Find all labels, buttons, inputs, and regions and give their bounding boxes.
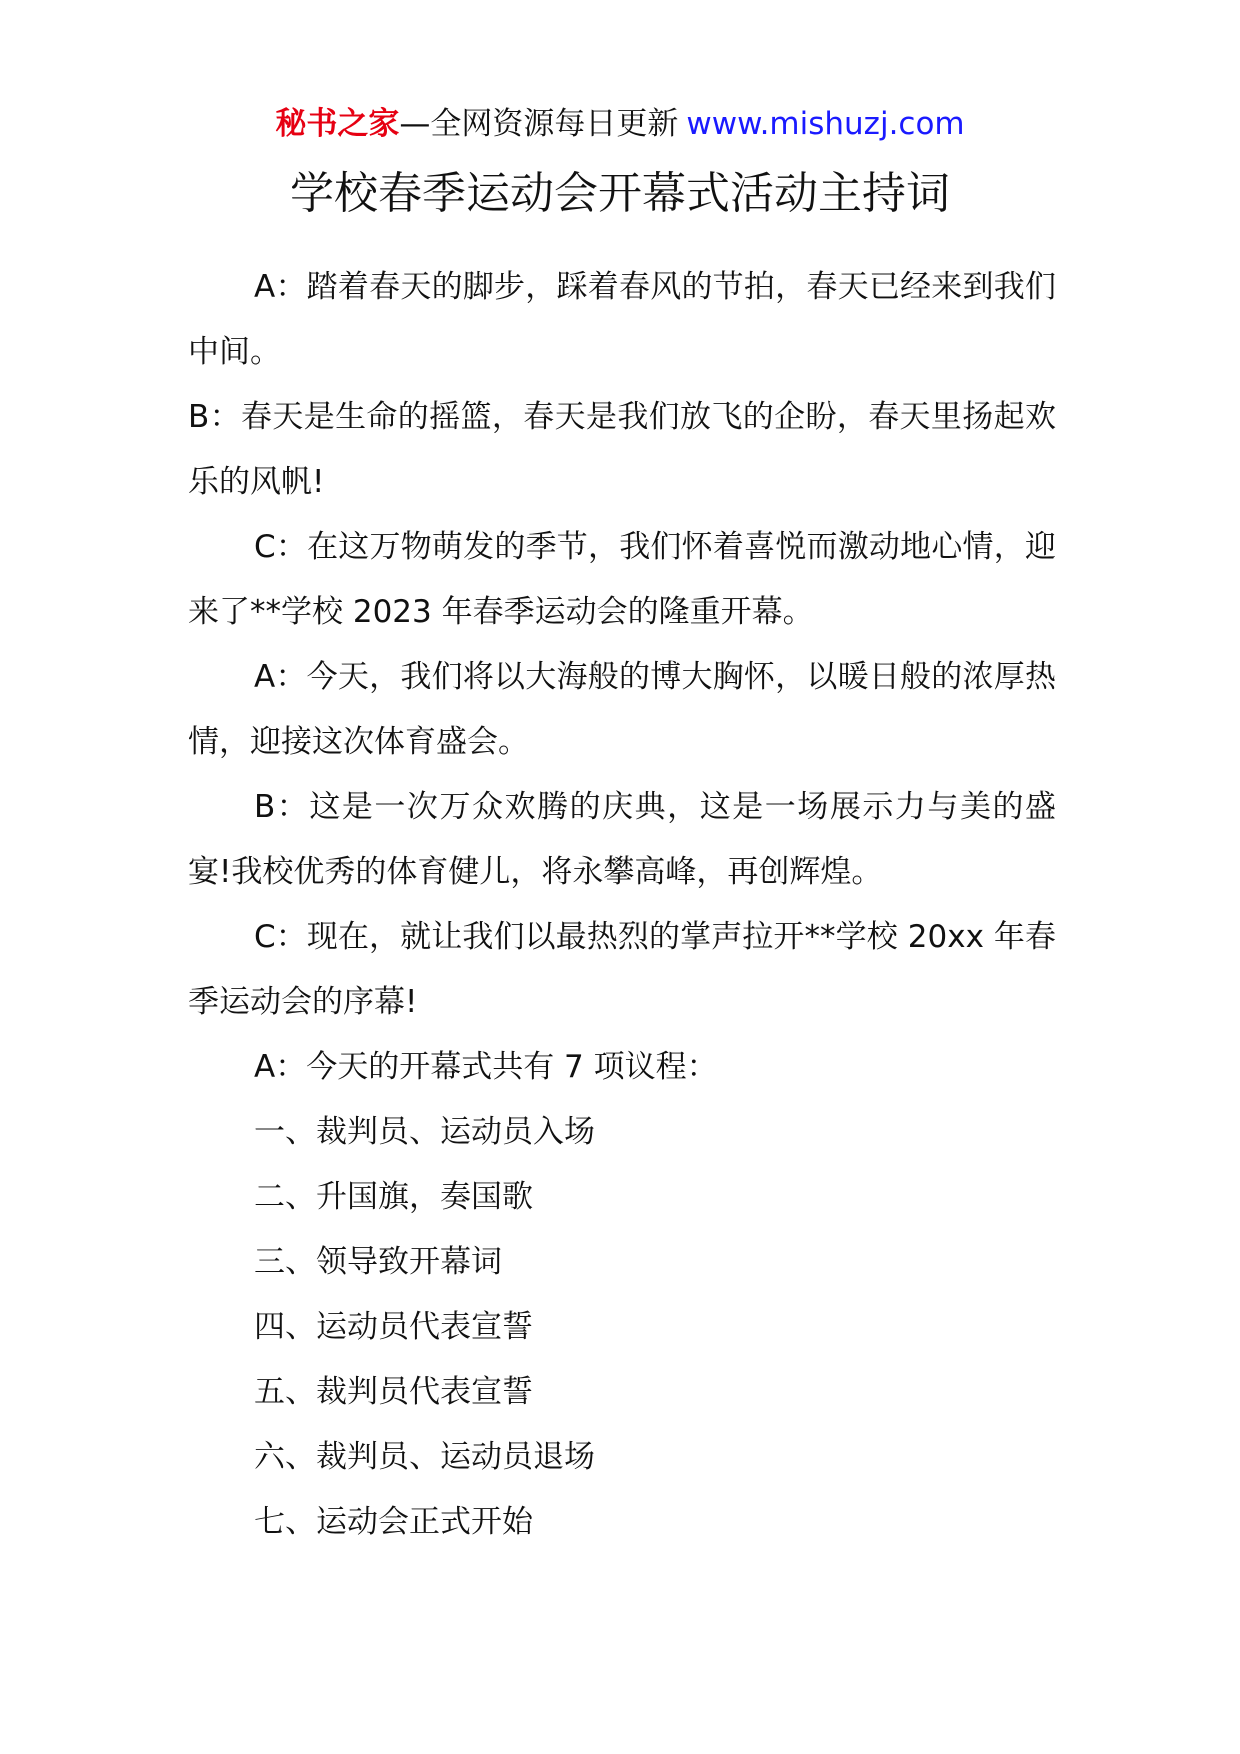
paragraph: A：今天，我们将以大海般的博大胸怀，以暖日般的浓厚热情，迎接这次体育盛会。	[188, 659, 1056, 760]
agenda-item: 四、运动员代表宣誓	[254, 1309, 533, 1345]
document-title: 学校春季运动会开幕式活动主持词	[290, 168, 950, 219]
paragraph: C：现在，就让我们以最热烈的掌声拉开**学校 20xx 年春季运动会的序幕!	[188, 919, 1056, 1020]
agenda-item: 五、裁判员代表宣誓	[254, 1374, 533, 1410]
agenda-list	[188, 1100, 1056, 1555]
paragraph: B：这是一次万众欢腾的庆典，这是一场展示力与美的盛宴!我校优秀的体育健儿，将永攀高峰，再创辉煌。	[188, 789, 1056, 890]
paragraph: A：今天的开幕式共有 7 项议程：	[254, 1049, 718, 1085]
header-tagline: —全网资源每日更新	[399, 106, 679, 142]
agenda-item: 一、裁判员、运动员入场	[254, 1114, 595, 1150]
agenda-item: 六、裁判员、运动员退场	[254, 1439, 595, 1475]
paragraph: C：在这万物萌发的季节，我们怀着喜悦而激动地心情，迎来了**学校 2023 年春季运动会的隆重开幕。	[188, 529, 1056, 630]
document-body	[188, 255, 1056, 1555]
paragraph: B：春天是生命的摇篮，春天是我们放飞的企盼，春天里扬起欢乐的风帆!	[188, 399, 1056, 500]
site-header	[0, 102, 1240, 146]
brand-name: 秘书之家	[275, 106, 400, 142]
agenda-item: 七、运动会正式开始	[254, 1504, 533, 1540]
agenda-item: 二、升国旗，奏国歌	[254, 1179, 533, 1215]
site-url-link[interactable]: www.mishuzj.com	[686, 106, 965, 142]
paragraph: A：踏着春天的脚步，踩着春风的节拍，春天已经来到我们中间。	[188, 269, 1056, 370]
agenda-item: 三、领导致开幕词	[254, 1244, 502, 1280]
